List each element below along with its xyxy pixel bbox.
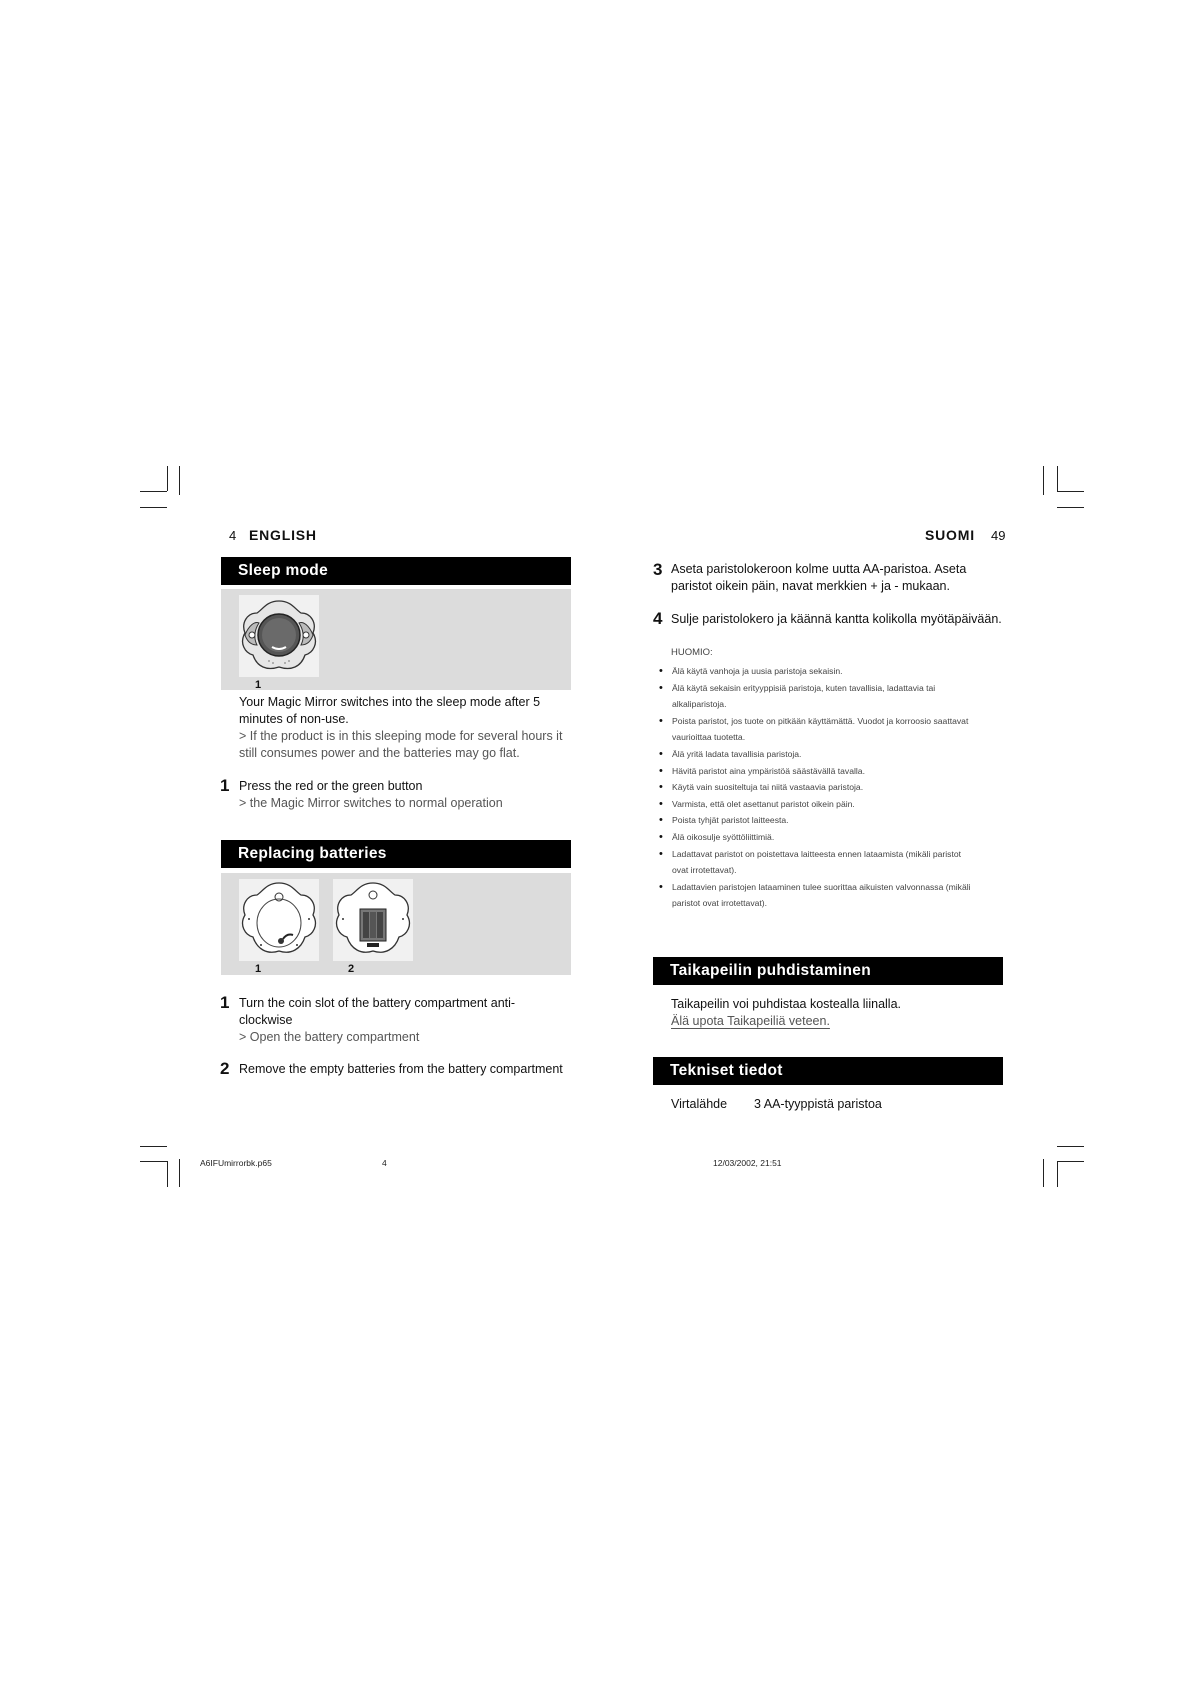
- page-number: 49: [991, 528, 1006, 543]
- section-heading: Taikapeilin puhdistaminen: [653, 957, 1003, 985]
- crop-mark: [179, 1159, 180, 1187]
- step-number: 1: [220, 776, 230, 795]
- note-line: • Älä oikosulje syöttöliittimiä.: [672, 831, 775, 842]
- crop-mark: [1043, 466, 1044, 495]
- step-instruction: Press the red or the green button: [239, 779, 423, 793]
- footer-datetime: 12/03/2002, 21:51: [713, 1158, 782, 1168]
- step-text: [671, 561, 966, 595]
- crop-mark: [1057, 1161, 1058, 1187]
- note-line: paristot ovat irrotettavat).: [672, 898, 768, 909]
- step-text: [239, 995, 515, 1046]
- note-line: • Poista tyhjät paristot laitteesta.: [672, 815, 789, 826]
- step-number: 1: [220, 993, 230, 1012]
- language-header: ENGLISH: [249, 527, 317, 543]
- step-number: 4: [653, 609, 663, 628]
- note-line: vaurioittaa tuotetta.: [672, 732, 746, 743]
- section-heading: Sleep mode: [221, 557, 571, 585]
- section-heading: Tekniset tiedot: [653, 1057, 1003, 1085]
- figure-label: 1: [255, 963, 262, 975]
- note-item: [659, 829, 999, 846]
- note-item: [659, 846, 999, 879]
- text-line: Älä upota Taikapeiliä veteen.: [671, 1014, 830, 1028]
- note-item: [659, 763, 999, 780]
- crop-mark: [140, 1161, 167, 1162]
- language-header: SUOMI: [925, 527, 975, 543]
- note-line: • Älä yritä ladata tavallisia paristoja.: [672, 748, 802, 759]
- crop-mark: [179, 466, 180, 495]
- note-item: [659, 812, 999, 829]
- step-instruction: paristot oikein päin, navat merkkien + ja - mukaan.: [671, 579, 950, 593]
- note-item: [659, 796, 999, 813]
- crop-mark: [140, 1146, 167, 1147]
- crop-mark: [167, 466, 168, 491]
- figure-label: 1: [255, 679, 262, 691]
- spec-value: 3 AA-tyyppistä paristoa: [754, 1097, 882, 1111]
- text-line: Your Magic Mirror switches into the sleep mode after 5: [239, 695, 541, 709]
- crop-mark: [1057, 507, 1084, 508]
- note-line: • Älä käytä vanhoja ja uusia paristoja sekaisin.: [672, 666, 843, 676]
- crop-mark: [140, 507, 167, 508]
- note-item: [659, 680, 999, 713]
- figure-panel: [221, 589, 571, 690]
- step-instruction: Turn the coin slot of the battery compartment anti-: [239, 996, 516, 1010]
- note-title: HUOMIO:: [671, 647, 713, 658]
- text-line: minutes of non-use.: [239, 712, 349, 726]
- page-number: 4: [229, 528, 237, 543]
- note-line: still consumes power and the batteries may go flat.: [239, 746, 520, 760]
- note-item: [659, 879, 999, 912]
- figure-panel: [221, 873, 571, 975]
- section-heading: Replacing batteries: [221, 840, 571, 868]
- text-line: Taikapeilin voi puhdistaa kostealla liinalla.: [671, 997, 901, 1011]
- figure-label: 2: [348, 963, 355, 975]
- crop-mark: [167, 1161, 168, 1187]
- note-line: • Ladattavien paristojen lataaminen tulee suorittaa aikuisten valvonnassa (mikäli: [672, 881, 971, 892]
- step-text: Remove the empty batteries from the battery compartment: [239, 1062, 563, 1076]
- note-item: [659, 663, 999, 680]
- crop-mark: [140, 491, 167, 492]
- note-list: [659, 663, 999, 912]
- note-line: • Käytä vain suositeltuja tai niitä vastaavia paristoja.: [672, 782, 864, 793]
- battery-cover-illustration: [239, 879, 319, 961]
- crop-mark: [1057, 466, 1058, 491]
- note-item: [659, 746, 999, 763]
- note-item: [659, 713, 999, 746]
- battery-compartment-illustration: [333, 879, 413, 961]
- note-item: [659, 779, 999, 796]
- note-line: • Poista paristot, jos tuote on pitkään käyttämättä. Vuodot ja korroosio saattavat: [672, 715, 969, 726]
- sleep-mode-text: [239, 694, 562, 762]
- step-number: 2: [220, 1059, 230, 1078]
- cleaning-text: [671, 996, 901, 1030]
- footer-filename: A6IFUmirrorbk.p65: [200, 1158, 272, 1168]
- note-line: alkaliparistoja.: [672, 699, 727, 710]
- note-line: > If the product is in this sleeping mode for several hours it: [239, 729, 563, 743]
- crop-mark: [1057, 1146, 1084, 1147]
- crop-mark: [1057, 1161, 1084, 1162]
- note-line: • Varmista, että olet asettanut paristot oikein päin.: [672, 798, 855, 809]
- step-instruction: clockwise: [239, 1013, 293, 1027]
- step-text: [239, 778, 503, 812]
- step-result: > Open the battery compartment: [239, 1030, 420, 1044]
- note-line: • Ladattavat paristot on poistettava laitteesta ennen lataamista (mikäli paristot: [672, 848, 962, 859]
- sleep-mode-illustration: [239, 595, 319, 677]
- spec-label: Virtalähde: [671, 1097, 728, 1111]
- step-text: Sulje paristolokero ja käännä kantta kolikolla myötäpäivään.: [671, 612, 1002, 626]
- step-number: 3: [653, 560, 663, 579]
- footer-page: 4: [382, 1158, 387, 1168]
- note-line: ovat irrotettavat).: [672, 865, 737, 876]
- step-result: > the Magic Mirror switches to normal operation: [239, 796, 503, 810]
- crop-mark: [1043, 1159, 1044, 1187]
- note-line: • Hävitä paristot aina ympäristöä säästävällä tavalla.: [672, 765, 865, 776]
- step-instruction: Aseta paristolokeroon kolme uutta AA-paristoa. Aseta: [671, 562, 967, 576]
- crop-mark: [1057, 491, 1084, 492]
- note-line: • Älä käytä sekaisin erityyppisiä paristoja, kuten tavallisia, ladattavia tai: [672, 682, 936, 693]
